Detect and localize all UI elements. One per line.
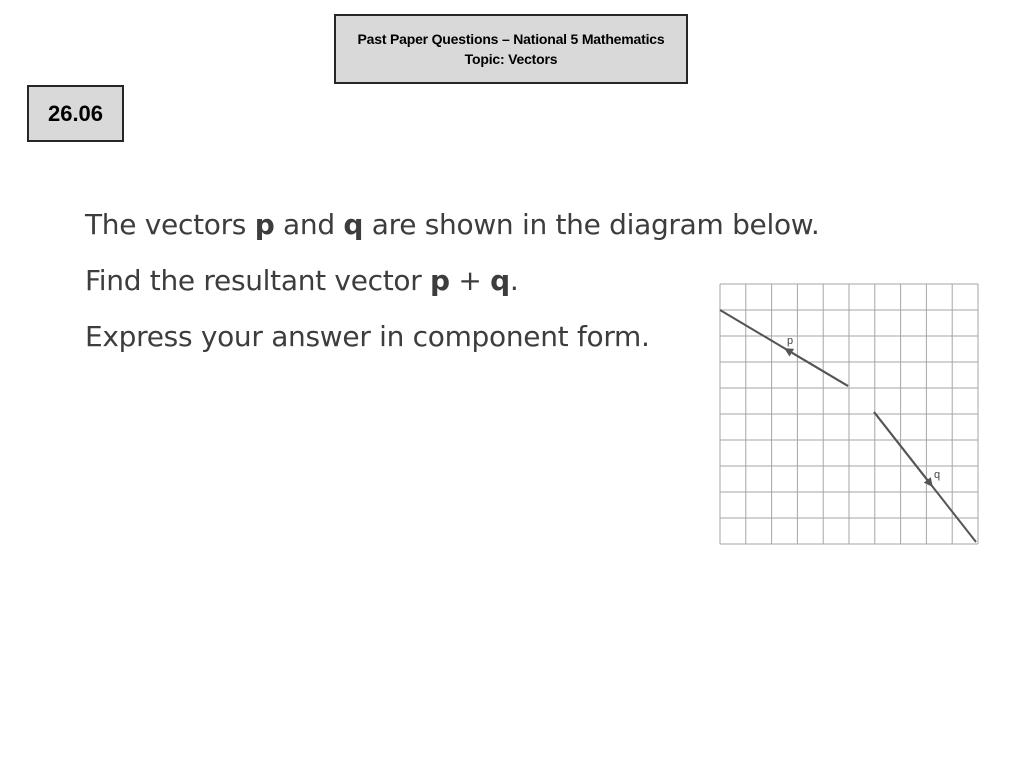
question-line-2 <box>85 264 519 297</box>
question-code-box <box>27 85 124 142</box>
header-title-box <box>334 14 688 84</box>
question-code: 26.06 <box>47 100 104 126</box>
plus-sign: + <box>449 264 491 297</box>
grid-lines <box>720 284 978 544</box>
question-text: . <box>509 264 519 297</box>
header-line-1: Past Paper Questions – National 5 Mathematics <box>357 31 665 47</box>
vector-p-label: p <box>430 264 450 297</box>
header-line-2: Topic: Vectors <box>464 51 558 67</box>
question-text: The vectors <box>85 208 255 241</box>
question-text: Find the resultant vector <box>85 264 431 297</box>
question-line-1 <box>85 208 819 241</box>
vector-grid-diagram <box>718 282 980 546</box>
question-text: Express your answer in component form. <box>85 320 650 353</box>
vector-q-label: q <box>490 264 510 297</box>
question-text: are shown in the diagram below. <box>363 208 820 241</box>
vector-q-label: q <box>343 208 364 241</box>
vector-p-diagram-label: p <box>787 335 794 347</box>
question-text: and <box>274 208 344 241</box>
vector-q-diagram-label: q <box>934 469 941 481</box>
vector-q-arrow <box>874 412 930 483</box>
question-line-3 <box>85 320 650 353</box>
vector-p-label: p <box>254 208 275 241</box>
